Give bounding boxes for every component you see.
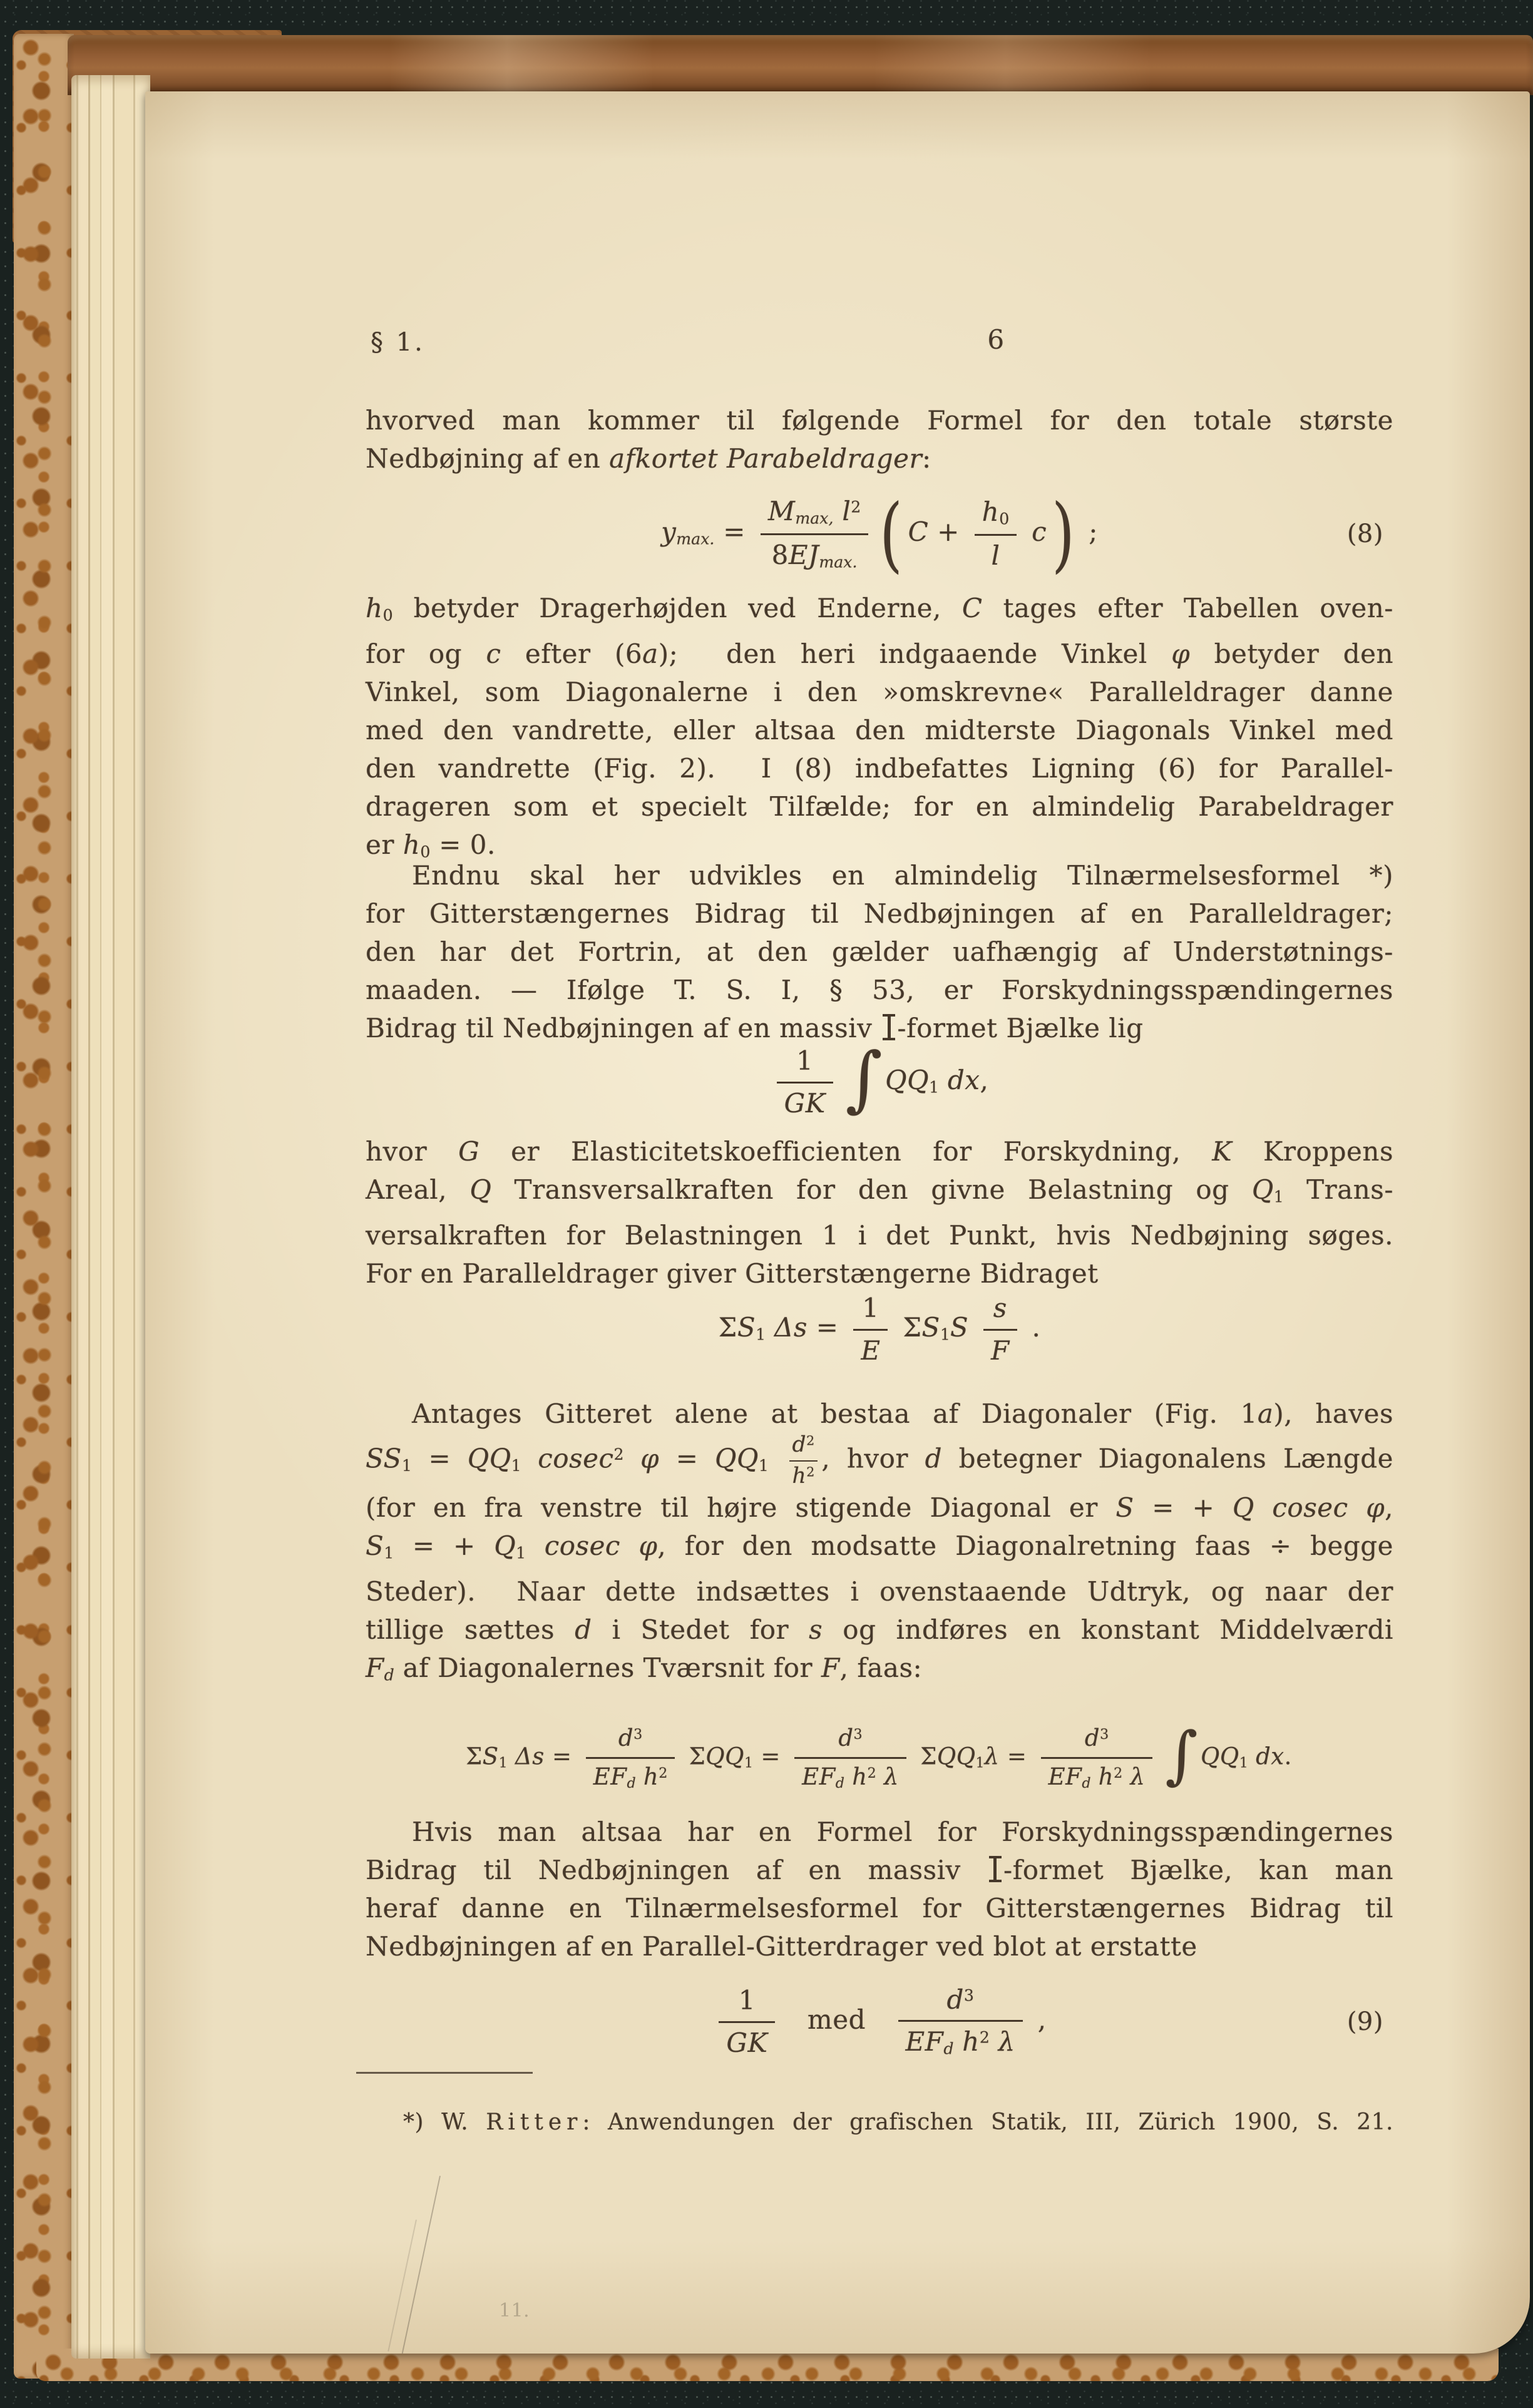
text-run: h: [366, 593, 383, 623]
text-run: a: [642, 638, 659, 669]
text-run: d: [792, 1432, 807, 1457]
text-run: 1: [516, 1544, 526, 1562]
text-run: s: [993, 1293, 1007, 1324]
text-run: 3: [963, 1986, 974, 2005]
equation-number: (8): [1346, 520, 1383, 548]
text-run: d: [1084, 1724, 1100, 1752]
text-run: 1: [758, 1457, 769, 1475]
fraction-denominator: [898, 2022, 1023, 2060]
footnote-separator: [356, 2072, 533, 2074]
text-run: 1: [940, 1325, 950, 1344]
book-cover-top-roll: [68, 35, 1533, 95]
text-run: max.: [676, 530, 715, 548]
text-run: [766, 1312, 774, 1343]
text-run: betyder Dragerhøjden ved Enderne,: [392, 593, 962, 623]
text-line: [366, 1216, 1393, 1254]
text-run: QQ: [467, 1443, 511, 1474]
text-run: =: [714, 516, 754, 547]
text-line: [366, 589, 1393, 635]
text-run: Bidrag til Nedbøjningen af en massiv: [366, 1855, 987, 1885]
text-run: dx: [1248, 1743, 1284, 1770]
text-run: betyder den: [1190, 638, 1393, 669]
text-run: efter (6: [501, 638, 643, 669]
text-run: 0: [999, 510, 1010, 528]
text-line: [366, 1395, 1393, 1433]
text-run: S: [366, 1530, 384, 1562]
book-page: [145, 91, 1530, 2354]
text-run: 0: [382, 606, 393, 625]
text-line: [366, 749, 1393, 787]
text-run: 2: [613, 1445, 624, 1463]
text-line: [366, 1527, 1393, 1572]
text-line: [366, 787, 1393, 826]
page-number: 6: [987, 324, 1005, 355]
text-line: [366, 1611, 1393, 1649]
text-run: d: [384, 1666, 394, 1684]
formula-expression: $\frac{1}{GK}$ $\int QQ_1$ dx,: [771, 1045, 989, 1120]
text-run: =: [411, 1443, 468, 1474]
text-run: 3: [633, 1726, 643, 1743]
formula-expression: $\Sigma S_1$ Δs = $\frac{d^3}{EF_d h^2}$ $\Sigma QQ_1$ = $\frac{d^3}{EF_d h^2 \lambda}$ $\Sigma QQ_1\lambda$ = $\frac{d^3}{EF_d h^2 \lambda}$ ∫ $QQ_1$ dx.: [466, 1718, 1292, 1792]
text-run: hvor: [366, 1136, 459, 1167]
text-run: 1: [401, 1457, 412, 1475]
text-run: 2: [979, 2028, 990, 2047]
text-run: C: [961, 593, 983, 623]
text-line: [366, 971, 1393, 1009]
text-run: d: [838, 1724, 854, 1752]
text-run: dx: [939, 1065, 980, 1095]
page-stack-edges: [71, 75, 150, 2359]
text-run: , faas:: [839, 1652, 923, 1683]
text-run: betegner Diagonalens Længde: [941, 1443, 1394, 1474]
text-run: h: [402, 829, 421, 860]
text-line: [366, 401, 1393, 439]
text-run: G: [458, 1136, 480, 1167]
text-run: QQ: [715, 1443, 759, 1474]
text-run: 2: [867, 1765, 876, 1781]
text-run: cosec φ: [526, 1530, 658, 1562]
text-run: EF: [802, 1763, 836, 1790]
text-run: λ: [876, 1763, 899, 1790]
fraction-numerator: [761, 495, 868, 535]
formula-chain: [341, 1714, 1417, 1803]
section-label: § 1.: [371, 328, 425, 357]
text-run: Endnu skal her udvikles en almindelig Tilnærmelsesformel *): [412, 860, 1393, 891]
text-run: med: [781, 2004, 892, 2035]
text-run: .: [1284, 1743, 1292, 1770]
text-run: Q cosec φ: [1232, 1492, 1385, 1524]
text-run: er Elasticitetskoefficienten for Forskydning,: [479, 1136, 1213, 1167]
text-run: af Diagonalernes Tværsnit for: [394, 1652, 821, 1683]
text-run: 1: [975, 1755, 985, 1771]
formula-expression: [719, 1292, 1041, 1367]
text-run: Vinkel, som Diagonalerne i den »omskrevne« Paralleldrager danne: [366, 676, 1393, 707]
fraction: [586, 1724, 675, 1793]
fraction-numerator: [789, 1433, 818, 1462]
text-run: = +: [394, 1530, 495, 1562]
text-run: QQ: [936, 1743, 976, 1770]
text-run: ), haves: [1273, 1398, 1393, 1429]
text-run: d: [1082, 1775, 1091, 1791]
text-run: λ: [989, 2026, 1015, 2057]
text-run: Steder). Naar dette indsættes i ovenstaaende Udtryk, og naar der: [366, 1575, 1393, 1607]
text-run: +: [928, 516, 968, 547]
text-run: Σ: [894, 1312, 922, 1343]
text-run: tages efter Tabellen oven-: [982, 593, 1393, 623]
text-run: h: [844, 1763, 868, 1790]
text-run: =: [807, 1312, 848, 1343]
text-run: 1: [511, 1457, 521, 1475]
text-run: d: [925, 1443, 942, 1474]
fraction-numerator: [794, 1724, 906, 1759]
text-run: 0: [420, 843, 431, 861]
text-run: 1: [862, 1293, 879, 1324]
text-run: S: [921, 1312, 940, 1343]
text-run: hvorved man kommer til følgende Formel for den totale største: [366, 405, 1393, 436]
text-line: [366, 1813, 1393, 1851]
formula-9: [366, 1974, 1393, 2069]
fraction-denominator: [983, 1331, 1017, 1367]
text-run: c: [1023, 516, 1047, 547]
text-run: EJ: [788, 539, 819, 570]
text-run: s: [809, 1614, 823, 1645]
text-run: 2: [851, 498, 861, 516]
text-line: [366, 1171, 1393, 1216]
text-line: [366, 1649, 1393, 1694]
fraction-denominator: [853, 1331, 888, 1367]
formula-expression: [712, 1984, 1046, 2060]
text-line: [366, 933, 1393, 971]
formula-expression: $y_{max.}$ = $\frac{M_{max,} l^2}{8EJ_{max.}}$ ( C + $\frac{h_0}{l}$ c) ;: [661, 486, 1098, 582]
paragraph-hvis: [366, 1813, 1393, 1965]
text-run: S: [1115, 1492, 1134, 1524]
text-run: QQ: [705, 1743, 744, 1770]
text-run: maaden. — Ifølge T. S. I, § 53, er Forskydningsspændingernes: [366, 975, 1393, 1005]
text-run: =: [544, 1743, 580, 1770]
text-run: φ: [623, 1443, 660, 1474]
text-run: Δs: [774, 1312, 808, 1343]
text-line: [366, 1889, 1393, 1927]
text-run: Ritter: [486, 2109, 583, 2135]
text-run: Areal,: [366, 1174, 470, 1205]
text-run: F: [821, 1652, 840, 1683]
text-run: GK: [726, 2027, 768, 2058]
page-header: [366, 324, 1393, 364]
text-run: i Stedet for: [592, 1614, 809, 1645]
paragraph-h0-definition: [366, 589, 1393, 871]
fraction-denominator: [777, 1084, 833, 1120]
text-run: max.: [819, 553, 858, 571]
text-run: 2: [1114, 1765, 1123, 1781]
text-run: QQ: [1201, 1743, 1239, 1770]
fraction: [761, 495, 868, 573]
ibeam-symbol: [989, 1856, 1002, 1882]
text-run: Σ: [681, 1743, 706, 1770]
text-run: 1: [738, 1985, 756, 2016]
text-line: [366, 856, 1393, 894]
text-run: [968, 1312, 977, 1343]
text-run: for Gitterstængernes Bidrag til Nedbøjningen af en Paralleldrager;: [366, 898, 1393, 929]
text-run: S: [737, 1312, 756, 1343]
fraction: [983, 1292, 1017, 1367]
fraction-denominator: [975, 536, 1017, 572]
paragraph-endnu: [366, 856, 1393, 1047]
text-run: S: [950, 1312, 969, 1343]
text-run: 2: [806, 1464, 815, 1480]
fraction-numerator: [975, 496, 1017, 536]
text-run: 3: [1100, 1726, 1109, 1743]
text-run: h: [1090, 1763, 1114, 1790]
text-run: Trans-: [1283, 1174, 1394, 1205]
text-run: Q: [494, 1530, 516, 1562]
pencil-crease-line: [387, 2220, 417, 2352]
fraction: [777, 1045, 833, 1120]
text-run: a: [1257, 1398, 1274, 1429]
text-run: [508, 1743, 515, 1770]
text-run: : Anwendungen der grafischen Statik, III, Zürich 1900, S. 21.: [582, 2109, 1394, 2135]
fraction-numerator: [853, 1292, 888, 1330]
fraction: [719, 1984, 775, 2059]
text-run: 1: [498, 1755, 508, 1771]
text-run: d: [618, 1724, 634, 1752]
fraction-numerator: [983, 1292, 1017, 1330]
text-run: [769, 1443, 786, 1474]
text-run: EF: [905, 2026, 944, 2057]
text-run: GK: [784, 1087, 826, 1119]
text-run: ); den heri indgaaende Vinkel: [658, 638, 1172, 669]
text-run: E: [861, 1335, 881, 1366]
text-run: heraf danne en Tilnærmelsesformel for Gitterstængernes Bidrag til: [366, 1893, 1393, 1924]
text-run: =: [753, 1743, 789, 1770]
text-run: *) W.: [403, 2109, 486, 2135]
fraction-numerator: [719, 1984, 775, 2022]
text-run: 1: [384, 1544, 394, 1562]
text-run: -formet Bjælke lig: [897, 1013, 1144, 1043]
text-run: EF: [593, 1763, 627, 1790]
text-run: λ: [984, 1743, 1000, 1770]
paragraph-intro: [366, 401, 1393, 478]
text-run: Σ: [718, 1312, 737, 1343]
text-line: [366, 2107, 1393, 2138]
fraction-denominator: [794, 1759, 906, 1793]
footnote: [366, 2107, 1393, 2138]
pencil-crease-line: [402, 2176, 441, 2354]
fraction: [853, 1292, 888, 1367]
text-run: M: [767, 496, 796, 526]
text-run: C: [908, 516, 929, 547]
text-line: [366, 1572, 1393, 1611]
text-run: Antages Gitteret alene at bestaa af Diagonaler (Fig. 1: [412, 1398, 1258, 1429]
text-run: h: [635, 1763, 659, 1790]
formula-gk-integral: [366, 1038, 1393, 1127]
ibeam-symbol: [883, 1014, 895, 1040]
text-run: 1: [756, 1325, 766, 1344]
formula-sigma: [366, 1291, 1393, 1368]
text-run: ,: [980, 1065, 989, 1095]
fraction-denominator: [789, 1462, 818, 1489]
text-line: [366, 894, 1393, 933]
text-run: = +: [1134, 1492, 1233, 1524]
text-run: d: [835, 1775, 844, 1791]
text-run: For en Paralleldrager giver Gitterstængerne Bidraget: [366, 1258, 1099, 1289]
fraction: [789, 1433, 818, 1488]
fraction-numerator: [777, 1045, 833, 1083]
text-run: :: [922, 443, 931, 474]
text-run: 8: [771, 539, 789, 570]
text-run: 2: [806, 1433, 815, 1448]
text-run: =: [999, 1743, 1035, 1770]
book-cover-left-edge: [14, 34, 74, 2379]
text-run: og indføres en konstant Middelværdi: [823, 1614, 1393, 1645]
text-run: EF: [1048, 1763, 1082, 1790]
formula-8: [366, 478, 1393, 590]
text-run: max,: [795, 509, 834, 528]
text-run: l: [991, 540, 1000, 571]
text-run: Σ: [912, 1743, 937, 1770]
text-line: [366, 439, 1393, 478]
paragraph-hvor-g: [366, 1132, 1393, 1293]
text-run: Transversalkraften for den givne Belastning og: [491, 1174, 1252, 1205]
text-run: Q: [1251, 1174, 1274, 1205]
text-run: afkortet Parabeldrager: [609, 443, 923, 474]
text-run: 3: [853, 1726, 863, 1743]
text-line: [366, 1132, 1393, 1171]
fraction: [898, 1984, 1023, 2060]
fraction-numerator: [898, 1984, 1023, 2022]
text-line: [366, 711, 1393, 749]
text-run: φ: [1171, 638, 1191, 669]
text-run: h: [982, 496, 1000, 528]
text-run: h: [953, 2026, 980, 2057]
text-run: K: [1212, 1136, 1233, 1167]
text-run: S: [482, 1743, 499, 1770]
text-line: [366, 1433, 1393, 1488]
text-run: -formet Bjælke, kan man: [1003, 1855, 1394, 1885]
text-run: Nedbøjningen af en Parallel-Gitterdrager ved blot at erstatte: [366, 1931, 1197, 1962]
text-run: Nedbøjning af en: [366, 443, 610, 474]
text-run: ;: [1080, 516, 1098, 547]
text-run: 1: [1273, 1187, 1284, 1206]
fraction-denominator: [761, 535, 868, 573]
fraction: [1041, 1724, 1153, 1793]
text-run: d: [627, 1775, 636, 1791]
text-run: for og: [366, 638, 486, 669]
text-line: [366, 1927, 1393, 1965]
text-run: h: [792, 1463, 807, 1488]
text-run: SS: [366, 1443, 402, 1474]
text-run: med den vandrette, eller altsaa den midterste Diagonals Vinkel med: [366, 714, 1393, 745]
text-run: .: [1023, 1312, 1041, 1343]
text-run: =: [659, 1443, 715, 1474]
text-run: drageren som et specielt Tilfælde; for en almindelig Parabeldrager: [366, 791, 1393, 822]
text-run: versalkraften for Belastningen 1 i det Punkt, hvis Nedbøjning søges.: [366, 1219, 1393, 1251]
text-run: 1: [796, 1045, 814, 1077]
fraction-numerator: [586, 1724, 675, 1759]
text-run: d: [575, 1614, 592, 1645]
text-run: Bidrag til Nedbøjningen af en massiv: [366, 1013, 881, 1043]
text-run: F: [366, 1652, 384, 1683]
fraction: [975, 496, 1017, 572]
text-run: , for den modsatte Diagonalretning faas ÷ begge: [657, 1530, 1394, 1562]
pencil-mark: 11.: [499, 2300, 530, 2322]
text-run: 1: [929, 1078, 940, 1097]
fraction: [794, 1724, 906, 1793]
text-run: er: [366, 829, 403, 860]
text-line: [366, 1851, 1393, 1889]
text-line: [366, 1488, 1393, 1527]
text-line: [366, 673, 1393, 711]
fraction-denominator: [719, 2023, 775, 2059]
text-line: [366, 635, 1393, 673]
text-run: y: [661, 516, 677, 547]
text-run: cosec: [521, 1443, 614, 1474]
fraction-numerator: [1041, 1724, 1153, 1759]
fraction-denominator: [1041, 1759, 1153, 1793]
text-run: (for en fra venstre til højre stigende Diagonal er: [366, 1492, 1116, 1524]
text-run: Kroppens: [1232, 1136, 1393, 1167]
text-run: 1: [1239, 1755, 1248, 1771]
equation-number: (9): [1346, 2007, 1383, 2036]
text-run: λ: [1122, 1763, 1146, 1790]
text-run: 2: [659, 1765, 668, 1781]
text-run: l: [833, 496, 851, 526]
text-run: ,: [1028, 2004, 1047, 2035]
text-run: ,: [1385, 1492, 1394, 1524]
text-run: , hvor: [821, 1443, 925, 1474]
text-run: c: [486, 638, 501, 669]
text-run: den har det Fortrin, at den gælder uafhængig af Understøtnings-: [366, 936, 1393, 967]
paragraph-antages: [366, 1395, 1393, 1694]
text-run: tillige sættes: [366, 1614, 575, 1645]
fraction-denominator: [586, 1759, 675, 1793]
text-run: QQ: [885, 1065, 930, 1095]
text-run: den vandrette (Fig. 2). I (8) indbefattes Ligning (6) for Parallel-: [366, 752, 1393, 784]
text-run: Hvis man altsaa har en Formel for Forskydningsspændingernes: [412, 1816, 1393, 1847]
text-run: 1: [744, 1755, 754, 1771]
text-run: d: [946, 1984, 964, 2016]
text-run: = 0.: [430, 829, 496, 860]
text-run: d: [943, 2039, 954, 2058]
text-run: Δs: [515, 1743, 545, 1770]
text-run: Q: [469, 1174, 492, 1205]
text-run: Σ: [466, 1743, 483, 1770]
text-run: F: [990, 1335, 1010, 1366]
text-line: [366, 1254, 1393, 1293]
